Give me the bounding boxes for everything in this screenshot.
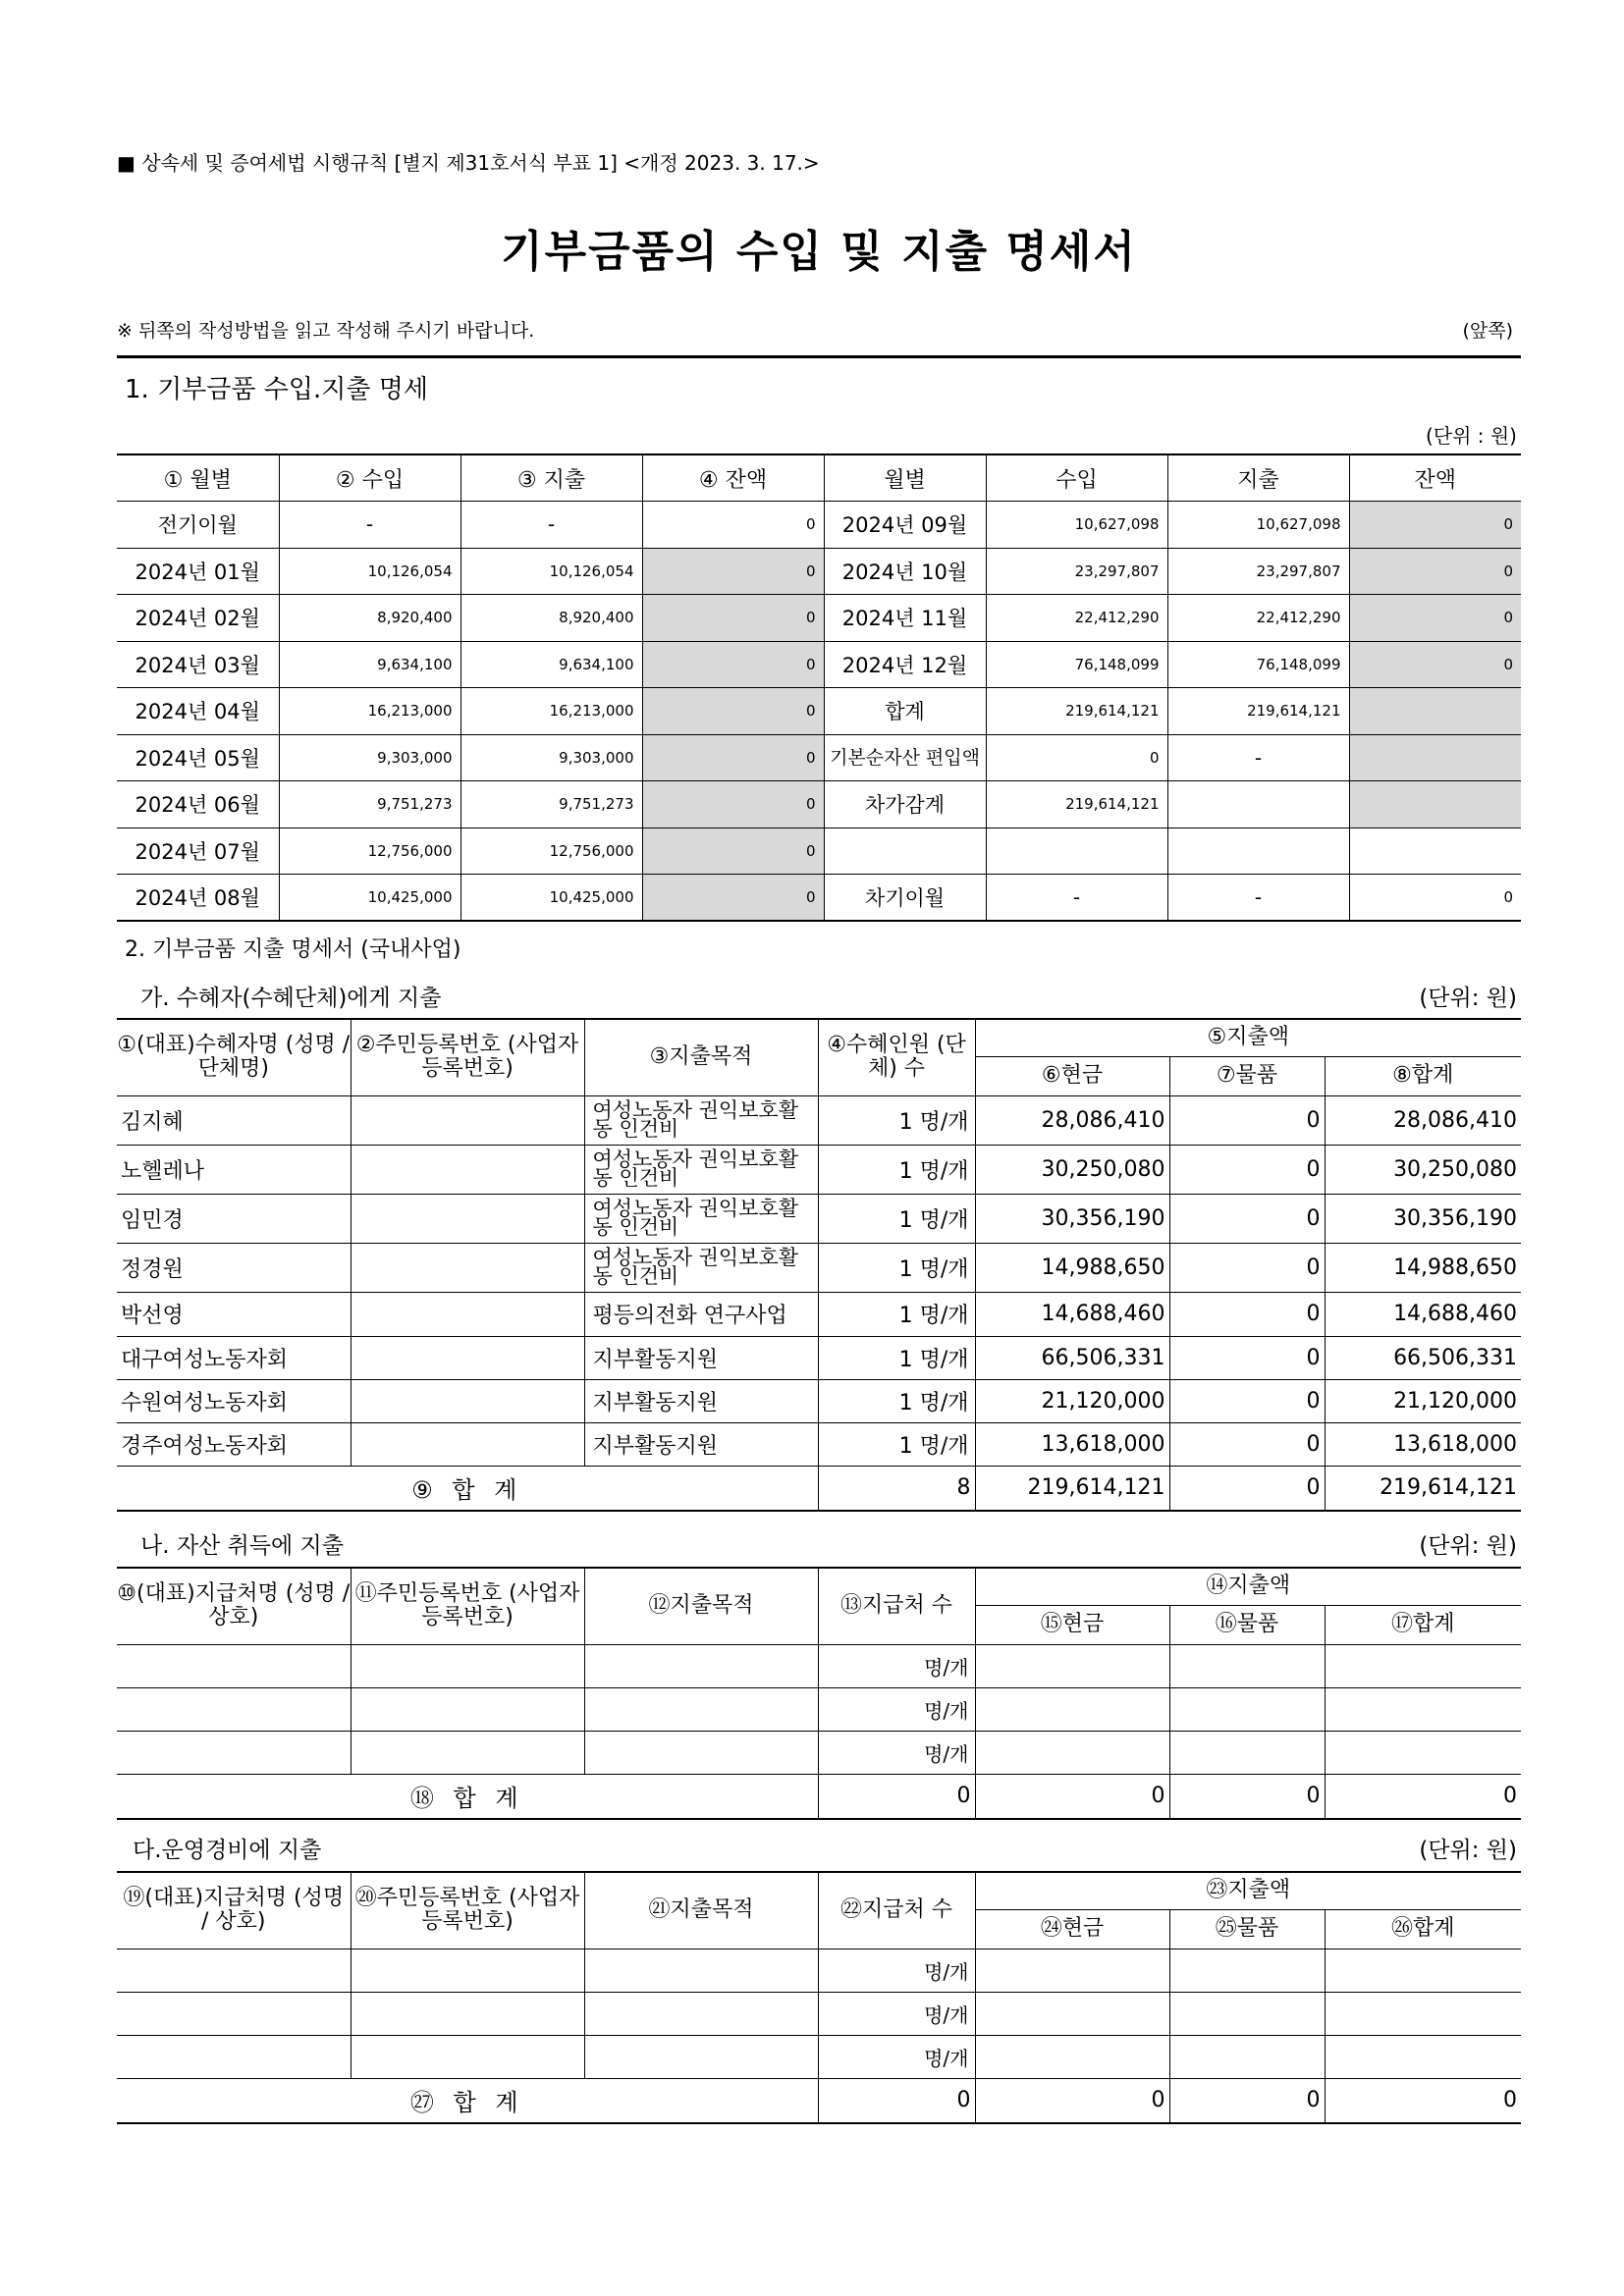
table-row bbox=[117, 1731, 1521, 1774]
balance-cell: 0 bbox=[642, 828, 824, 875]
count-unit: 명/개 bbox=[818, 1731, 975, 1774]
month-cell: 2024년 07월 bbox=[117, 828, 279, 875]
expense-cell: - bbox=[460, 502, 642, 549]
table-row bbox=[117, 1095, 1521, 1145]
total-count: 8 bbox=[818, 1466, 975, 1511]
expense-cell: 9,303,000 bbox=[460, 734, 642, 781]
col-header-name: ①(대표)수혜자명 (성명 / 단체명) bbox=[117, 1019, 351, 1095]
income-cell: 12,756,000 bbox=[279, 828, 460, 875]
total-goods: 0 bbox=[1169, 1774, 1325, 1819]
notice-row bbox=[117, 316, 1521, 343]
purpose-cell: 여성노동자 권익보호활동 인건비 bbox=[584, 1095, 818, 1145]
table-row bbox=[117, 1687, 1521, 1731]
cash-cell: 21,120,000 bbox=[975, 1379, 1169, 1422]
total-cell: 21,120,000 bbox=[1325, 1379, 1521, 1422]
cash-cell: 30,356,190 bbox=[975, 1194, 1169, 1243]
goods-cell: 0 bbox=[1169, 1379, 1325, 1422]
col-header-total: ㉖합계 bbox=[1325, 1909, 1521, 1949]
carry-forward-label-cell: 차기이월 bbox=[824, 875, 986, 922]
table-row bbox=[117, 1145, 1521, 1194]
table-row bbox=[117, 1194, 1521, 1243]
instruction-notice: ※ 뒤쪽의 작성방법을 읽고 작성해 주시기 바랍니다. bbox=[117, 320, 535, 342]
col-header-cash: ⑮현금 bbox=[975, 1605, 1169, 1644]
expense-cell: - bbox=[1167, 875, 1349, 922]
income-cell: 10,627,098 bbox=[986, 502, 1167, 549]
col-header: 수입 bbox=[986, 454, 1167, 502]
count-unit: 명/개 bbox=[818, 2035, 975, 2078]
expense-cell: 9,751,273 bbox=[460, 781, 642, 828]
count-unit: 명/개 bbox=[818, 1949, 975, 1992]
goods-cell: 0 bbox=[1169, 1095, 1325, 1145]
balance-cell: 0 bbox=[1349, 641, 1521, 688]
balance-cell: 0 bbox=[642, 734, 824, 781]
col-header-regno: ②주민등록번호 (사업자등록번호) bbox=[351, 1019, 584, 1095]
goods-cell: 0 bbox=[1169, 1145, 1325, 1194]
income-cell: 219,614,121 bbox=[986, 688, 1167, 735]
subsection-na-unit: (단위: 원) bbox=[1419, 1533, 1517, 1559]
total-cell: 14,988,650 bbox=[1325, 1243, 1521, 1292]
beneficiary-name: 대구여성노동자회 bbox=[117, 1336, 351, 1379]
month-cell: 2024년 12월 bbox=[824, 641, 986, 688]
purpose-cell: 여성노동자 권익보호활동 인건비 bbox=[584, 1243, 818, 1292]
expense-cell: - bbox=[1167, 734, 1349, 781]
income-cell: 0 bbox=[986, 734, 1167, 781]
balance-cell: 0 bbox=[1349, 875, 1521, 922]
regno-cell bbox=[351, 1292, 584, 1336]
month-cell: 2024년 05월 bbox=[117, 734, 279, 781]
total-cell: 14,688,460 bbox=[1325, 1292, 1521, 1336]
balance-cell: 0 bbox=[642, 595, 824, 642]
count-cell: 1 명/개 bbox=[818, 1194, 975, 1243]
total-total: 219,614,121 bbox=[1325, 1466, 1521, 1511]
table-header-row bbox=[117, 1872, 1521, 1909]
purpose-cell: 평등의전화 연구사업 bbox=[584, 1292, 818, 1336]
count-cell: 1 명/개 bbox=[818, 1145, 975, 1194]
expense-cell: 9,634,100 bbox=[460, 641, 642, 688]
header-divider bbox=[117, 355, 1521, 358]
table-row bbox=[117, 1379, 1521, 1422]
purpose-cell: 여성노동자 권익보호활동 인건비 bbox=[584, 1194, 818, 1243]
regno-cell bbox=[351, 1336, 584, 1379]
month-cell: 2024년 01월 bbox=[117, 548, 279, 595]
month-cell: 2024년 02월 bbox=[117, 595, 279, 642]
total-cell: 13,618,000 bbox=[1325, 1422, 1521, 1466]
col-header-count: ④수혜인원 (단체) 수 bbox=[818, 1019, 975, 1095]
count-unit: 명/개 bbox=[818, 1992, 975, 2035]
month-cell: 2024년 06월 bbox=[117, 781, 279, 828]
total-goods: 0 bbox=[1169, 2078, 1325, 2123]
section1-unit: (단위 : 원) bbox=[1425, 424, 1517, 448]
income-expense-table bbox=[117, 454, 1521, 922]
total-total: 0 bbox=[1325, 2078, 1521, 2123]
col-header-amount: ⑤지출액 bbox=[975, 1019, 1521, 1056]
balance-cell: 0 bbox=[642, 502, 824, 549]
expense-cell: 16,213,000 bbox=[460, 688, 642, 735]
total-row bbox=[117, 2078, 1521, 2123]
beneficiary-name: 노헬레나 bbox=[117, 1145, 351, 1194]
table-row bbox=[117, 1422, 1521, 1466]
table-row bbox=[117, 781, 1521, 828]
col-header-name: ⑩(대표)지급처명 (성명 / 상호) bbox=[117, 1568, 351, 1644]
total-cash: 0 bbox=[975, 1774, 1169, 1819]
income-cell bbox=[986, 828, 1167, 875]
total-cell: 66,506,331 bbox=[1325, 1336, 1521, 1379]
month-cell: 2024년 08월 bbox=[117, 875, 279, 922]
col-header-amount: ⑭지출액 bbox=[975, 1568, 1521, 1605]
income-cell: 76,148,099 bbox=[986, 641, 1167, 688]
subsection-na-title: 나. 자산 취득에 지출 bbox=[140, 1533, 344, 1559]
col-header-regno: ⑪주민등록번호 (사업자등록번호) bbox=[351, 1568, 584, 1644]
total-cash: 219,614,121 bbox=[975, 1466, 1169, 1511]
table-row bbox=[117, 1949, 1521, 1992]
col-header-purpose: ㉑지출목적 bbox=[584, 1872, 818, 1949]
beneficiary-expense-table bbox=[117, 1018, 1521, 1512]
expense-cell: 219,614,121 bbox=[1167, 688, 1349, 735]
operating-expense-table bbox=[117, 1871, 1521, 2124]
month-cell: 2024년 03월 bbox=[117, 641, 279, 688]
table-row bbox=[117, 1644, 1521, 1687]
table-row bbox=[117, 734, 1521, 781]
expense-cell bbox=[1167, 781, 1349, 828]
table-row bbox=[117, 641, 1521, 688]
total-count: 0 bbox=[818, 1774, 975, 1819]
total-cell: 30,356,190 bbox=[1325, 1194, 1521, 1243]
total-cash: 0 bbox=[975, 2078, 1169, 2123]
goods-cell: 0 bbox=[1169, 1336, 1325, 1379]
month-cell: 2024년 09월 bbox=[824, 502, 986, 549]
table-header-row bbox=[117, 1019, 1521, 1056]
income-cell: 219,614,121 bbox=[986, 781, 1167, 828]
total-label: ⑱ 합 계 bbox=[117, 1774, 818, 1819]
expense-cell: 76,148,099 bbox=[1167, 641, 1349, 688]
table-row bbox=[117, 688, 1521, 735]
col-header-purpose: ⑫지출목적 bbox=[584, 1568, 818, 1644]
balance-cell bbox=[1349, 781, 1521, 828]
col-header-purpose: ③지출목적 bbox=[584, 1019, 818, 1095]
balance-cell: 0 bbox=[642, 641, 824, 688]
balance-cell: 0 bbox=[1349, 548, 1521, 595]
income-cell: 9,303,000 bbox=[279, 734, 460, 781]
total-cell: 28,086,410 bbox=[1325, 1095, 1521, 1145]
expense-cell: 23,297,807 bbox=[1167, 548, 1349, 595]
net-total-label-cell: 차가감계 bbox=[824, 781, 986, 828]
table-row bbox=[117, 1336, 1521, 1379]
income-cell: 9,634,100 bbox=[279, 641, 460, 688]
total-row bbox=[117, 1774, 1521, 1819]
col-header: ③ 지출 bbox=[460, 454, 642, 502]
balance-cell: 0 bbox=[642, 548, 824, 595]
total-total: 0 bbox=[1325, 1774, 1521, 1819]
total-row bbox=[117, 1466, 1521, 1511]
total-cell: 30,250,080 bbox=[1325, 1145, 1521, 1194]
balance-cell: 0 bbox=[642, 781, 824, 828]
income-cell: 10,425,000 bbox=[279, 875, 460, 922]
month-cell: 2024년 10월 bbox=[824, 548, 986, 595]
regno-cell bbox=[351, 1422, 584, 1466]
cash-cell: 14,688,460 bbox=[975, 1292, 1169, 1336]
expense-cell: 8,920,400 bbox=[460, 595, 642, 642]
col-header-regno: ⑳주민등록번호 (사업자등록번호) bbox=[351, 1872, 584, 1949]
balance-cell bbox=[1349, 688, 1521, 735]
expense-cell: 12,756,000 bbox=[460, 828, 642, 875]
cash-cell: 14,988,650 bbox=[975, 1243, 1169, 1292]
count-unit: 명/개 bbox=[818, 1687, 975, 1731]
table-row bbox=[117, 1292, 1521, 1336]
cash-cell: 66,506,331 bbox=[975, 1336, 1169, 1379]
total-count: 0 bbox=[818, 2078, 975, 2123]
section2-title: 2. 기부금품 지출 명세서 (국내사업) bbox=[125, 937, 461, 962]
col-header: 잔액 bbox=[1349, 454, 1521, 502]
income-cell: 10,126,054 bbox=[279, 548, 460, 595]
regno-cell bbox=[351, 1095, 584, 1145]
count-cell: 1 명/개 bbox=[818, 1095, 975, 1145]
income-cell: - bbox=[279, 502, 460, 549]
cash-cell: 13,618,000 bbox=[975, 1422, 1169, 1466]
balance-cell: 0 bbox=[642, 688, 824, 735]
form-reference-note: ■ 상속세 및 증여세법 시행규칙 [별지 제31호서식 부표 1] <개정 2023. 3. 17.> bbox=[117, 151, 820, 175]
count-cell: 1 명/개 bbox=[818, 1292, 975, 1336]
purpose-cell: 지부활동지원 bbox=[584, 1422, 818, 1466]
beneficiary-name: 수원여성노동자회 bbox=[117, 1379, 351, 1422]
col-header-goods: ⑦물품 bbox=[1169, 1056, 1325, 1095]
col-header: 월별 bbox=[824, 454, 986, 502]
count-cell: 1 명/개 bbox=[818, 1422, 975, 1466]
table-row bbox=[117, 2035, 1521, 2078]
count-cell: 1 명/개 bbox=[818, 1379, 975, 1422]
expense-cell: 10,425,000 bbox=[460, 875, 642, 922]
col-header: ④ 잔액 bbox=[642, 454, 824, 502]
col-header: ① 월별 bbox=[117, 454, 279, 502]
col-header-count: ⑬지급처 수 bbox=[818, 1568, 975, 1644]
col-header-cash: ㉔현금 bbox=[975, 1909, 1169, 1949]
goods-cell: 0 bbox=[1169, 1243, 1325, 1292]
goods-cell: 0 bbox=[1169, 1194, 1325, 1243]
purpose-cell: 지부활동지원 bbox=[584, 1379, 818, 1422]
beneficiary-name: 정경원 bbox=[117, 1243, 351, 1292]
goods-cell: 0 bbox=[1169, 1292, 1325, 1336]
balance-cell bbox=[1349, 734, 1521, 781]
col-header-amount: ㉓지출액 bbox=[975, 1872, 1521, 1909]
income-cell: 9,751,273 bbox=[279, 781, 460, 828]
balance-cell: 0 bbox=[1349, 502, 1521, 549]
subsection-ga-unit: (단위: 원) bbox=[1419, 986, 1517, 1011]
income-cell: - bbox=[986, 875, 1167, 922]
col-header-goods: ⑯물품 bbox=[1169, 1605, 1325, 1644]
table-row bbox=[117, 828, 1521, 875]
subsection-ga-title: 가. 수혜자(수혜단체)에게 지출 bbox=[140, 986, 442, 1011]
goods-cell: 0 bbox=[1169, 1422, 1325, 1466]
beneficiary-name: 임민경 bbox=[117, 1194, 351, 1243]
expense-cell: 10,126,054 bbox=[460, 548, 642, 595]
subsection-da-unit: (단위: 원) bbox=[1419, 1838, 1517, 1863]
total-label-cell: 합계 bbox=[824, 688, 986, 735]
table-row bbox=[117, 875, 1521, 922]
purpose-cell: 여성노동자 권익보호활동 인건비 bbox=[584, 1145, 818, 1194]
total-goods: 0 bbox=[1169, 1466, 1325, 1511]
beneficiary-name: 김지혜 bbox=[117, 1095, 351, 1145]
income-cell: 23,297,807 bbox=[986, 548, 1167, 595]
balance-cell bbox=[1349, 828, 1521, 875]
document-title: 기부금품의 수입 및 지출 명세서 bbox=[501, 227, 1137, 277]
month-cell: 2024년 04월 bbox=[117, 688, 279, 735]
col-header-total: ⑧합계 bbox=[1325, 1056, 1521, 1095]
beneficiary-name: 박선영 bbox=[117, 1292, 351, 1336]
income-cell: 8,920,400 bbox=[279, 595, 460, 642]
total-label: ㉗ 합 계 bbox=[117, 2078, 818, 2123]
subsection-da-title: 다.운영경비에 지출 bbox=[133, 1838, 322, 1863]
section1-title: 1. 기부금품 수입.지출 명세 bbox=[125, 375, 429, 404]
income-cell: 22,412,290 bbox=[986, 595, 1167, 642]
col-header-total: ⑰합계 bbox=[1325, 1605, 1521, 1644]
regno-cell bbox=[351, 1194, 584, 1243]
asset-expense-table bbox=[117, 1567, 1521, 1820]
count-cell: 1 명/개 bbox=[818, 1336, 975, 1379]
month-cell: 전기이월 bbox=[117, 502, 279, 549]
expense-cell: 22,412,290 bbox=[1167, 595, 1349, 642]
count-unit: 명/개 bbox=[818, 1644, 975, 1687]
purpose-cell: 지부활동지원 bbox=[584, 1336, 818, 1379]
balance-cell: 0 bbox=[1349, 595, 1521, 642]
col-header: ② 수입 bbox=[279, 454, 460, 502]
balance-cell: 0 bbox=[642, 875, 824, 922]
regno-cell bbox=[351, 1379, 584, 1422]
table-row bbox=[117, 548, 1521, 595]
income-cell: 16,213,000 bbox=[279, 688, 460, 735]
total-label: ⑨ 합 계 bbox=[117, 1466, 818, 1511]
col-header-goods: ㉕물품 bbox=[1169, 1909, 1325, 1949]
col-header-name: ⑲(대표)지급처명 (성명 / 상호) bbox=[117, 1872, 351, 1949]
page-side-label: (앞쪽) bbox=[1462, 320, 1513, 342]
count-cell: 1 명/개 bbox=[818, 1243, 975, 1292]
month-cell: 2024년 11월 bbox=[824, 595, 986, 642]
regno-cell bbox=[351, 1145, 584, 1194]
col-header-cash: ⑥현금 bbox=[975, 1056, 1169, 1095]
table-row bbox=[117, 595, 1521, 642]
base-asset-label-cell: 기본순자산 편입액 bbox=[824, 734, 986, 781]
cash-cell: 30,250,080 bbox=[975, 1145, 1169, 1194]
regno-cell bbox=[351, 1243, 584, 1292]
cash-cell: 28,086,410 bbox=[975, 1095, 1169, 1145]
month-cell bbox=[824, 828, 986, 875]
table-row bbox=[117, 1992, 1521, 2035]
expense-cell bbox=[1167, 828, 1349, 875]
beneficiary-name: 경주여성노동자회 bbox=[117, 1422, 351, 1466]
table-header-row bbox=[117, 1568, 1521, 1605]
col-header: 지출 bbox=[1167, 454, 1349, 502]
table-header-row bbox=[117, 454, 1521, 502]
col-header-count: ㉒지급처 수 bbox=[818, 1872, 975, 1949]
table-row bbox=[117, 1243, 1521, 1292]
expense-cell: 10,627,098 bbox=[1167, 502, 1349, 549]
table-row bbox=[117, 502, 1521, 549]
